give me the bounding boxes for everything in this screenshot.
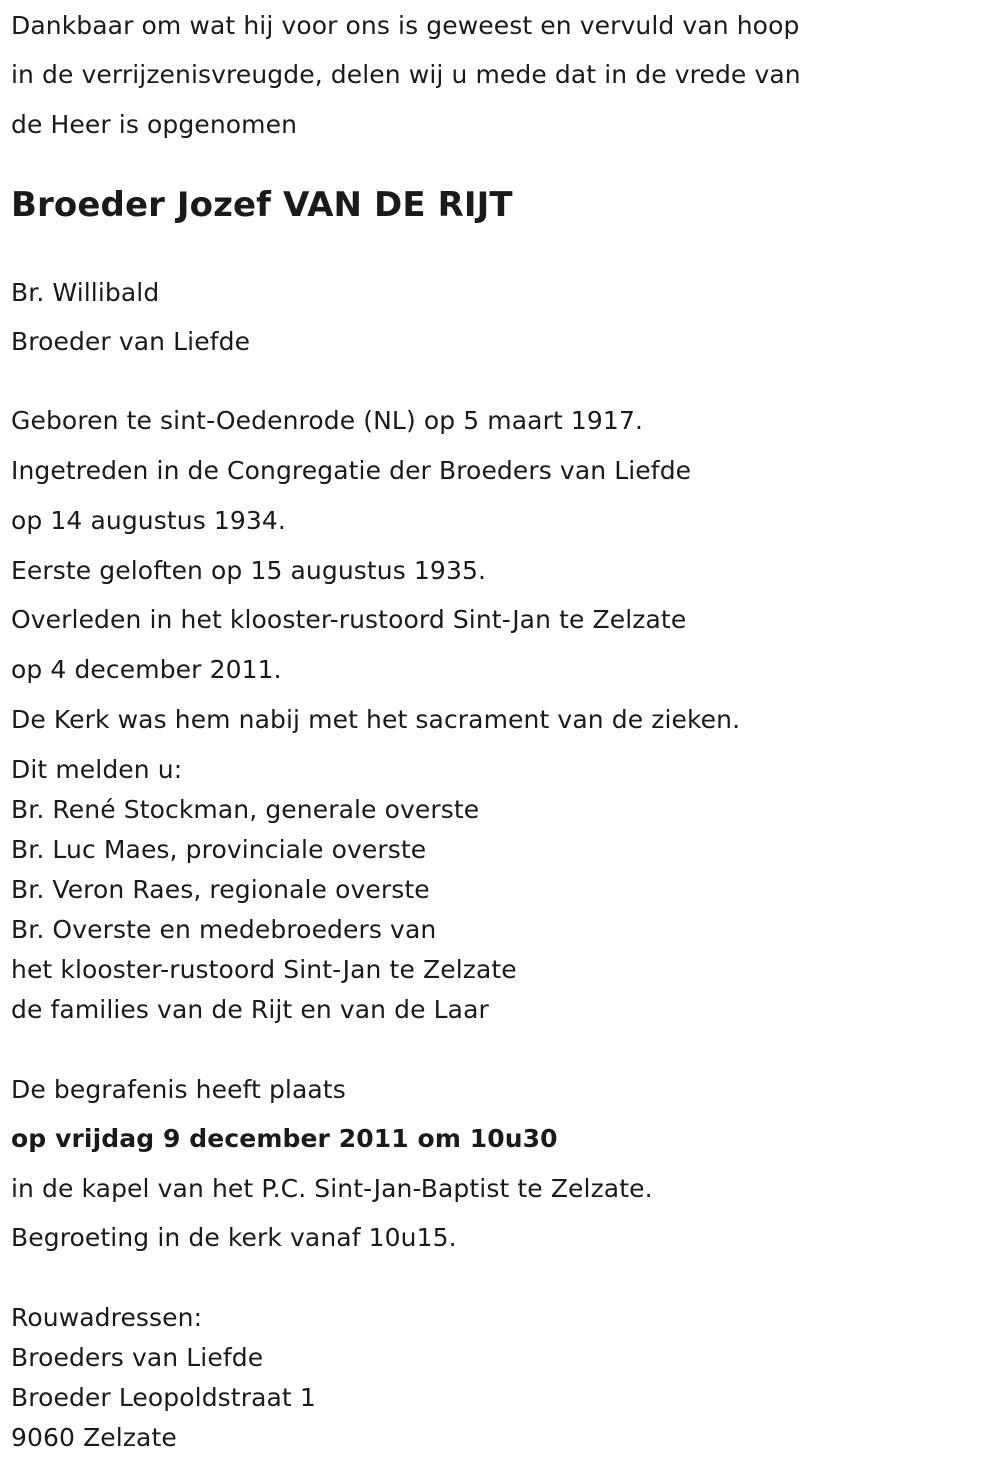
biography-line: De Kerk was hem nabij met het sacrament van de zieken.	[11, 705, 741, 734]
biography-line: Overleden in het klooster-rustoord Sint-Jan te Zelzate	[11, 605, 687, 634]
biography-line: op 14 augustus 1934.	[11, 506, 286, 535]
address-line: 9060 Zelzate	[11, 1423, 177, 1452]
funeral-intro: De begrafenis heeft plaats	[11, 1075, 346, 1104]
intro-line: de Heer is opgenomen	[11, 110, 298, 139]
religious-name: Br. Willibald	[11, 278, 160, 307]
address-line: Broeder Leopoldstraat 1	[11, 1383, 316, 1412]
address-line: Broeders van Liefde	[11, 1343, 264, 1372]
announcer-line: Br. Veron Raes, regionale overste	[11, 875, 430, 904]
announcer-line: Br. Luc Maes, provinciale overste	[11, 835, 427, 864]
biography-line: Eerste geloften op 15 augustus 1935.	[11, 556, 486, 585]
funeral-greeting: Begroeting in de kerk vanaf 10u15.	[11, 1223, 457, 1252]
announcer-line: Br. René Stockman, generale overste	[11, 795, 480, 824]
announcer-line: Br. Overste en medebroeders van	[11, 915, 437, 944]
announcer-line: het klooster-rustoord Sint-Jan te Zelzate	[11, 955, 517, 984]
biography-line: Ingetreden in de Congregatie der Broeders van Liefde	[11, 456, 692, 485]
biography-line: op 4 december 2011.	[11, 655, 282, 684]
intro-line: Dankbaar om wat hij voor ons is geweest en vervuld van hoop	[11, 11, 800, 40]
announcer-line: de families van de Rijt en van de Laar	[11, 995, 489, 1024]
funeral-location: in de kapel van het P.C. Sint-Jan-Baptist te Zelzate.	[11, 1174, 653, 1203]
funeral-datetime: op vrijdag 9 december 2011 om 10u30	[11, 1124, 558, 1153]
addresses-label: Rouwadressen:	[11, 1303, 203, 1332]
deceased-name: Broeder Jozef VAN DE RIJT	[11, 185, 513, 225]
intro-line: in de verrijzenisvreugde, delen wij u mede dat in de vrede van	[11, 60, 801, 89]
biography-line: Geboren te sint-Oedenrode (NL) op 5 maart 1917.	[11, 406, 643, 435]
announcers-intro: Dit melden u:	[11, 755, 183, 784]
order-name: Broeder van Liefde	[11, 327, 251, 356]
